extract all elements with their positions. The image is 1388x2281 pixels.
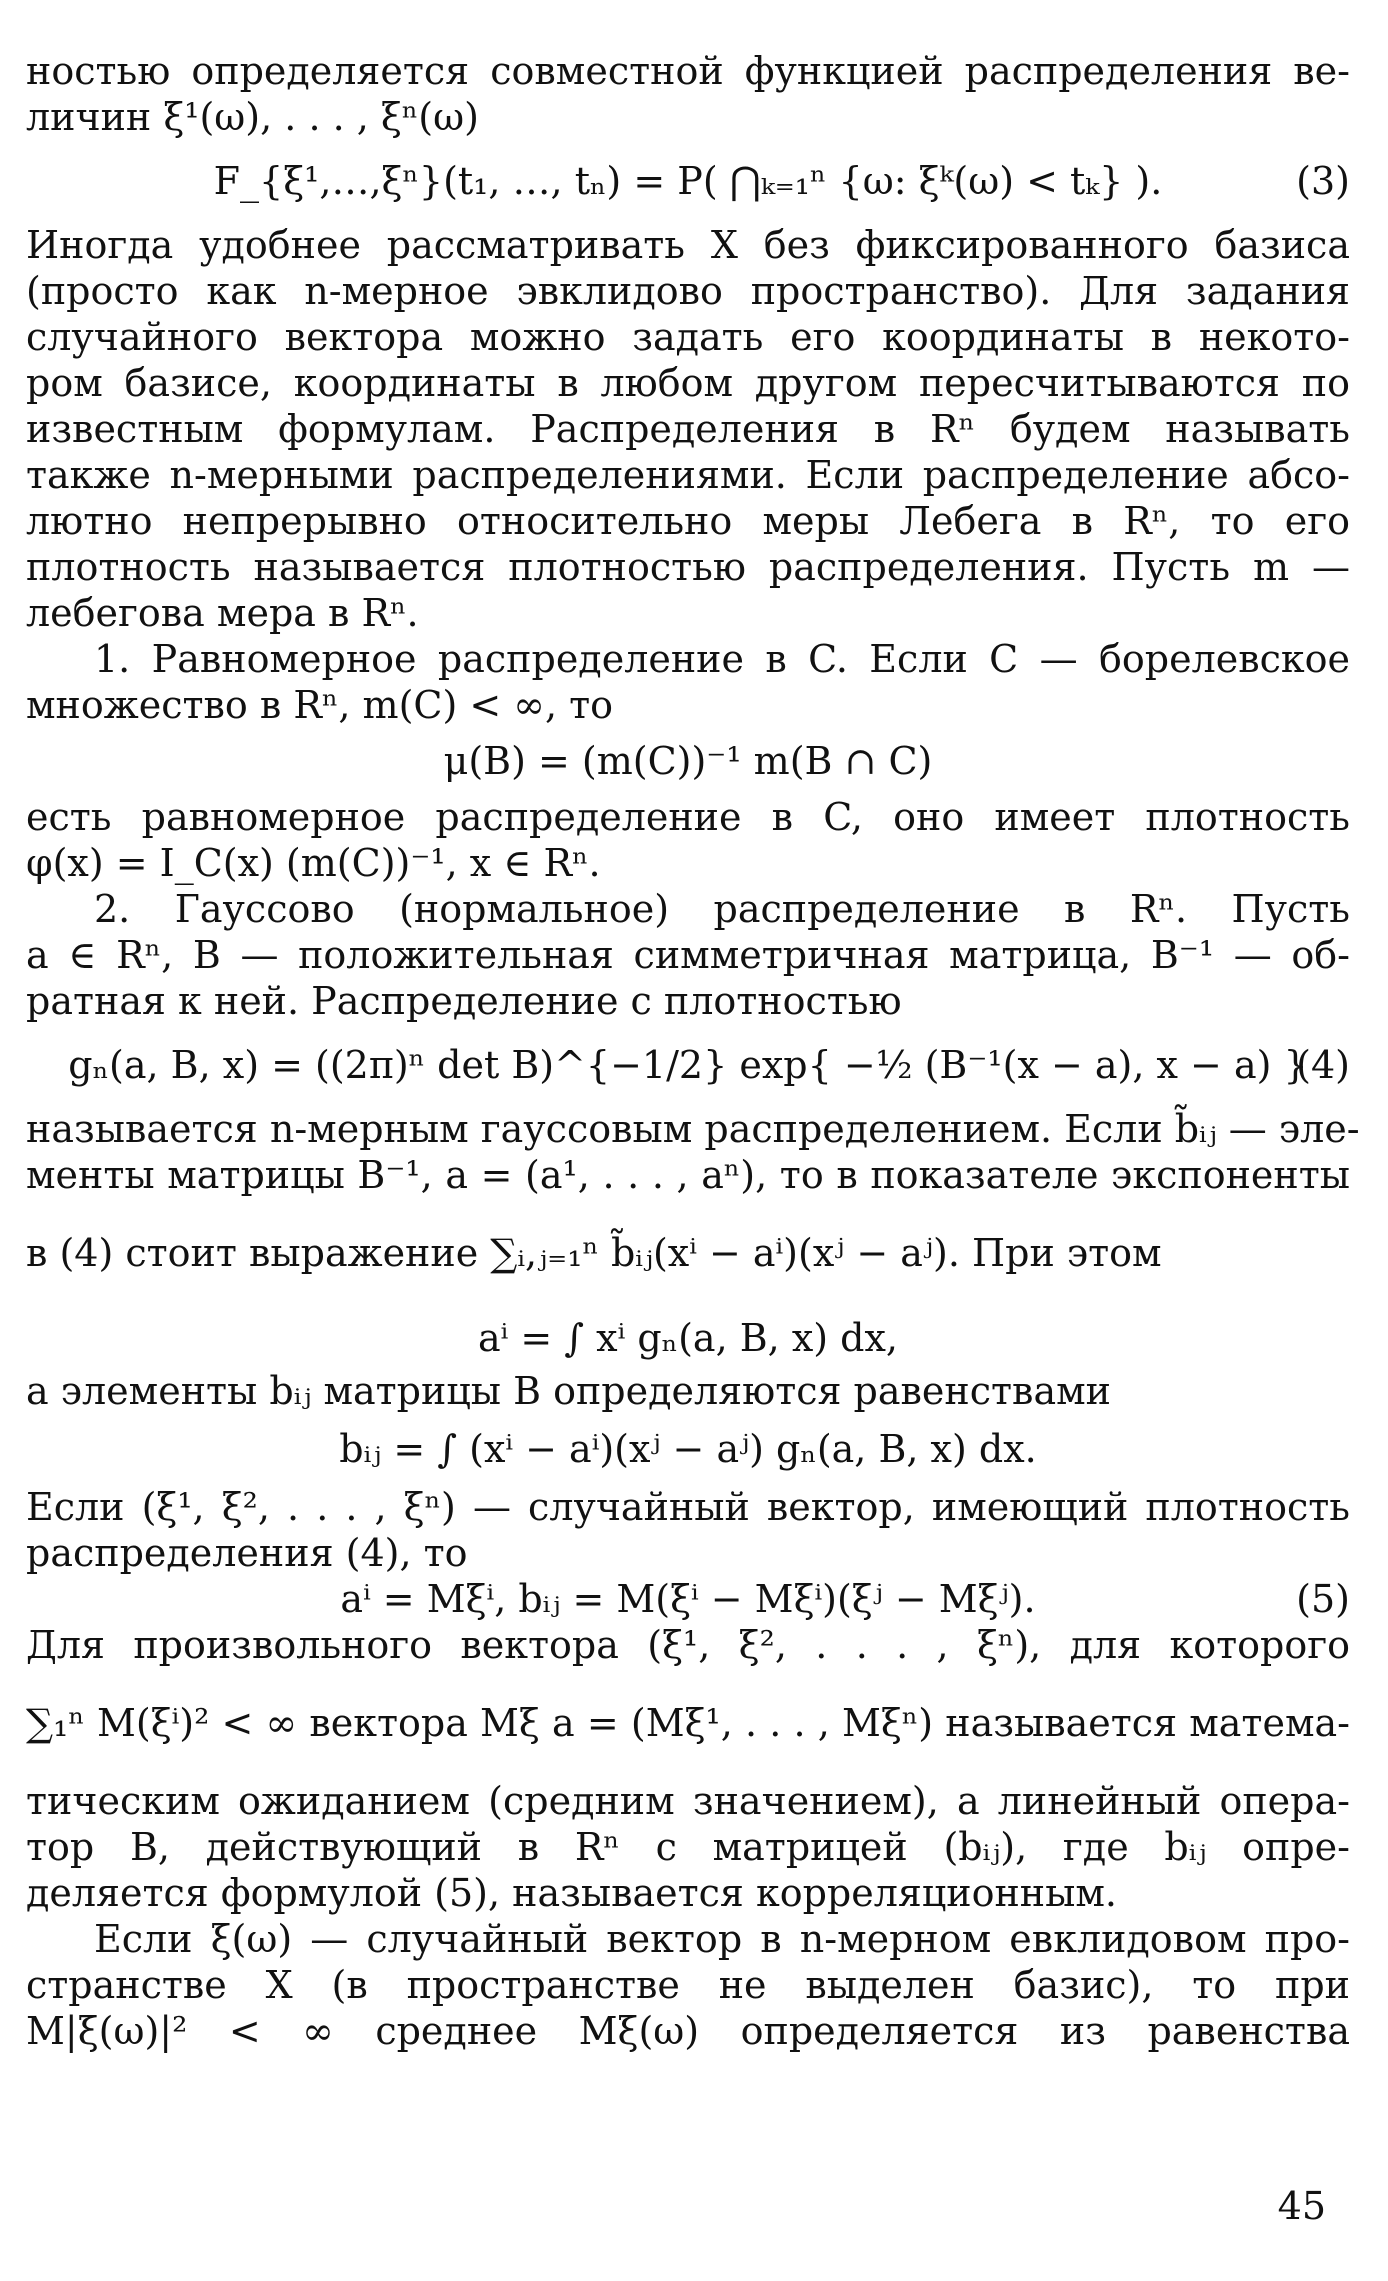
text-line: случайного вектора можно задать его координаты в некото- xyxy=(26,315,1350,359)
equation-number: (5) xyxy=(1296,1577,1350,1621)
text-line: в (4) стоит выражение ∑ᵢ,ⱼ₌₁ⁿ b̃ᵢⱼ(xⁱ − aⁱ)(xʲ − aʲ). При этом xyxy=(26,1231,1162,1275)
text-line: также n-мерными распределениями. Если распределение абсо- xyxy=(26,453,1350,497)
text-line: Если ξ(ω) — случайный вектор в n-мерном евклидовом про- xyxy=(94,1917,1350,1961)
text-line: 2. Гауссово (нормальное) распределение в Rⁿ. Пусть xyxy=(94,887,1350,931)
equation-ai xyxy=(26,1308,1350,1368)
equation-body: F_{ξ¹,…,ξⁿ}(t₁, …, tₙ) = P( ⋂ₖ₌₁ⁿ {ω: ξᵏ(ω) < tₖ} ). xyxy=(213,159,1163,203)
equation-number: (3) xyxy=(1296,159,1350,203)
text-line: a ∈ Rⁿ, B — положительная симметричная матрица, B⁻¹ — об- xyxy=(26,933,1350,977)
text-line: известным формулам. Распределения в Rⁿ будем называть xyxy=(26,407,1350,451)
text-line: плотность называется плотностью распределения. Пусть m — xyxy=(26,545,1350,589)
text-line: тическим ожиданием (средним значением), а линейный опера- xyxy=(26,1779,1350,1823)
equation-body: gₙ(a, B, x) = ((2π)ⁿ det B)^{−1/2} exp{ −½ (B⁻¹(x − a), x − a) } xyxy=(68,1043,1308,1087)
equation-number: (4) xyxy=(1296,1043,1350,1087)
text-line: M|ξ(ω)|² < ∞ среднее Mξ(ω) определяется из равенства xyxy=(26,2009,1350,2053)
equation-5 xyxy=(26,1576,1350,1622)
text-line: Если (ξ¹, ξ², . . . , ξⁿ) — случайный вектор, имеющий плотность xyxy=(26,1485,1350,1529)
text-line: 1. Равномерное распределение в C. Если C — борелевское xyxy=(94,637,1350,681)
equation-body: aⁱ = ∫ xⁱ gₙ(a, B, x) dx, xyxy=(478,1316,898,1360)
equation-body: aⁱ = Mξⁱ, bᵢⱼ = M(ξⁱ − Mξⁱ)(ξʲ − Mξʲ). xyxy=(340,1577,1036,1621)
text-line: (просто как n-мерное эвклидово пространство). Для задания xyxy=(26,269,1350,313)
text-line: странстве X (в пространстве не выделен базис), то при xyxy=(26,1963,1350,2007)
text-line: менты матрицы B⁻¹, a = (a¹, . . . , aⁿ), то в показателе экспоненты xyxy=(26,1153,1350,1197)
text-line: лебегова мера в Rⁿ. xyxy=(26,591,419,635)
text-line: ратная к ней. Распределение с плотностью xyxy=(26,979,902,1023)
text-line: есть равномерное распределение в C, оно имеет плотность xyxy=(26,795,1350,839)
text-line: деляется формулой (5), называется корреляционным. xyxy=(26,1871,1118,1915)
text-line: ностью определяется совместной функцией распределения ве- xyxy=(26,49,1350,93)
page-number: 45 xyxy=(1277,2184,1326,2228)
text-line: множество в Rⁿ, m(C) < ∞, то xyxy=(26,683,614,727)
text-line: а элементы bᵢⱼ матрицы B определяются равенствами xyxy=(26,1369,1111,1413)
text-line: ром базисе, координаты в любом другом пересчитываются по xyxy=(26,361,1350,405)
text-line: личин ξ¹(ω), . . . , ξⁿ(ω) xyxy=(26,95,479,139)
text-line: Для произвольного вектора (ξ¹, ξ², . . . , ξⁿ), для которого xyxy=(26,1623,1350,1667)
equation-4 xyxy=(26,1024,1350,1106)
text-line: ∑₁ⁿ M(ξⁱ)² < ∞ вектора Mξ a = (Mξ¹, . . . , Mξⁿ) называется матема- xyxy=(26,1701,1350,1745)
text-line: φ(x) = I_C(x) (m(C))⁻¹, x ∈ Rⁿ. xyxy=(26,841,601,885)
equation-body: μ(B) = (m(C))⁻¹ m(B ∩ C) xyxy=(443,739,933,783)
text-line: лютно непрерывно относительно меры Лебега в Rⁿ, то его xyxy=(26,499,1350,543)
text-line: тор B, действующий в Rⁿ с матрицей (bᵢⱼ), где bᵢⱼ опре- xyxy=(26,1825,1350,1869)
equation-body: bᵢⱼ = ∫ (xⁱ − aⁱ)(xʲ − aʲ) gₙ(a, B, x) dx. xyxy=(339,1427,1037,1471)
text-line: называется n-мерным гауссовым распределением. Если b̃ᵢⱼ — эле- xyxy=(26,1107,1360,1151)
text-line: распределения (4), то xyxy=(26,1531,468,1575)
text-line: Иногда удобнее рассматривать X без фиксированного базиса xyxy=(26,223,1350,267)
equation-mu xyxy=(26,728,1350,794)
equation-3 xyxy=(26,140,1350,222)
equation-bij xyxy=(26,1414,1350,1484)
